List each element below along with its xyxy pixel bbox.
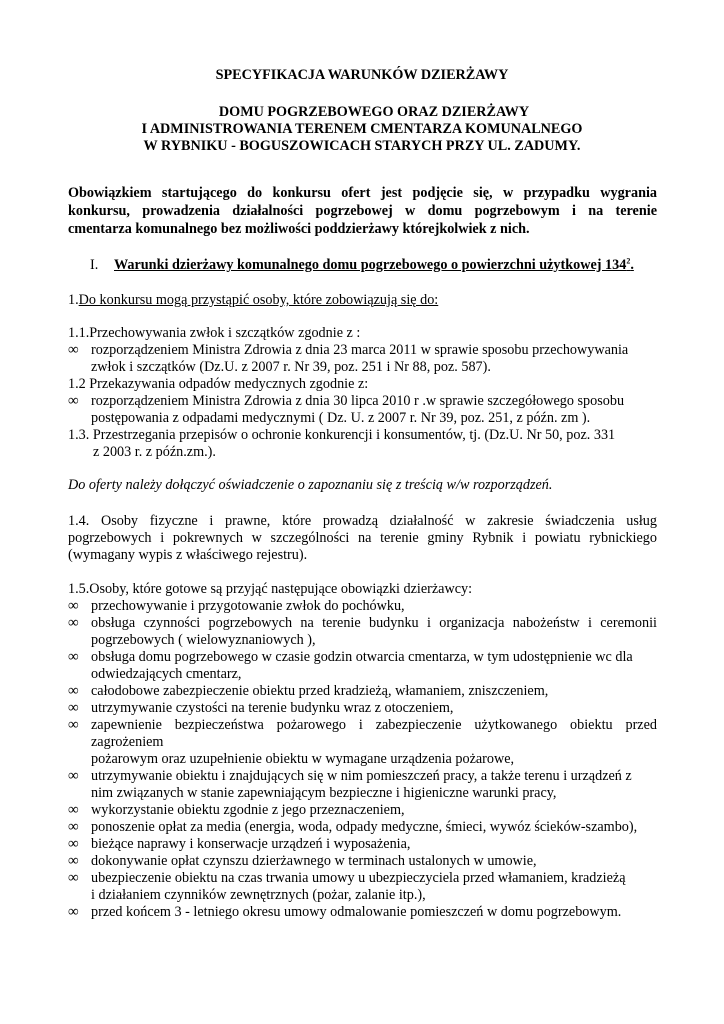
intro-line: Obowiązkiem startującego do konkursu ofert jest podjęcie się, w przypadku wygrania (68, 185, 657, 201)
document-title: SPECYFIKACJA WARUNKÓW DZIERŻAWY (215, 67, 509, 83)
point-1-4-line: 1.4. Osoby fizyczne i prawne, które prowadzą działalność w zakresie świadczenia usług (68, 513, 657, 529)
point-1-2-item-line: postępowania z odpadami medycznymi ( Dz. U. z 2007 r. Nr 39, poz. 251, z późn. zm ). (91, 410, 591, 426)
point-1-4-line: (wymagany wypis z właściwego rejestru). (68, 547, 308, 563)
duty-item: dokonywanie opłat czynszu dzierżawnego w terminach ustalonych w umowie, (91, 853, 537, 869)
point-1-2-heading: 1.2 Przekazywania odpadów medycznych zgodnie z: (68, 376, 369, 392)
intro-line: cmentarza komunalnego bez możliwości poddzierżawy którejkolwiek z nich. (68, 221, 530, 237)
infinity-bullet-icon: ∞ (68, 393, 79, 409)
duty-item: zapewnienie bezpieczeństwa pożarowego i zabezpieczenie użytkowanego obiektu przed (91, 717, 657, 733)
duty-item: utrzymywanie obiektu i znajdujących się w nim pomieszczeń pracy, a także terenu i urządzeń z (91, 768, 632, 784)
infinity-bullet-icon: ∞ (68, 649, 79, 665)
duty-item: ubezpieczenie obiektu na czas trwania umowy u ubezpieczyciela przed włamaniem, kradzieżą (91, 870, 626, 886)
duty-item: obsługa domu pogrzebowego w czasie godzin otwarcia cmentarza, w tym udostępnienie wc dla (91, 649, 633, 665)
duty-item: utrzymywanie czystości na terenie budynku wraz z otoczeniem, (91, 700, 454, 716)
point-1-1-item-line: zwłok i szczątków (Dz.U. z 2007 r. Nr 39, poz. 251 i Nr 88, poz. 587). (91, 359, 491, 375)
infinity-bullet-icon: ∞ (68, 768, 79, 784)
document-subtitle-line2: I ADMINISTROWANIA TERENEM CMENTARZA KOMUNALNEGO (141, 121, 583, 137)
point-1-5-heading: 1.5.Osoby, które gotowe są przyjąć następujące obowiązki dzierżawcy: (68, 581, 473, 597)
point-1-4-line: pogrzebowych i pokrewnych w szczególności na terenie gminy Rybnik i powiatu rybnickiego (68, 530, 657, 546)
infinity-bullet-icon: ∞ (68, 342, 79, 358)
document-subtitle-line3: W RYBNIKU - BOGUSZOWICACH STARYCH PRZY UL. ZADUMY. (143, 138, 581, 154)
duty-item: ponoszenie opłat za media (energia, woda, odpady medyczne, śmieci, wywóz ścieków-szambo), (91, 819, 638, 835)
infinity-bullet-icon: ∞ (68, 836, 79, 852)
section-heading-superscript: 2 (626, 256, 631, 266)
infinity-bullet-icon: ∞ (68, 717, 79, 733)
attachment-note: Do oferty należy dołączyć oświadczenie o zapoznaniu się z treścią w/w rozporządzeń. (68, 477, 553, 493)
intro-line: konkursu, prowadzenia działalności pogrzebowej w domu pogrzebowym i na terenie (68, 203, 657, 219)
infinity-bullet-icon: ∞ (68, 598, 79, 614)
section-heading: Warunki dzierżawy komunalnego domu pogrzebowego o powierzchni użytkowej $134^2$. (114, 256, 634, 273)
infinity-bullet-icon: ∞ (68, 853, 79, 869)
point-1-1-item-line: rozporządzeniem Ministra Zdrowia z dnia 23 marca 2011 w sprawie sposobu przechowywania (91, 342, 629, 358)
duty-item-continuation: zagrożeniem (91, 734, 164, 750)
point-1-2-item-line: rozporządzeniem Ministra Zdrowia z dnia 30 lipca 2010 r .w sprawie szczegółowego sposobu (91, 393, 625, 409)
document-subtitle-line1: DOMU POGRZEBOWEGO ORAZ DZIERŻAWY (218, 104, 530, 120)
point-1-3-line: 1.3. Przestrzegania przepisów o ochronie konkurencji i konsumentów, tj. (Dz.U. Nr 50, poz. 331 (68, 427, 616, 443)
duty-item-continuation: odwiedzających cmentarz, (91, 666, 242, 682)
point-1-3-line: z 2003 r. z późn.zm.). (93, 444, 216, 460)
duty-item: przechowywanie i przygotowanie zwłok do pochówku, (91, 598, 405, 614)
duty-item: całodobowe zabezpieczenie obiektu przed kradzieżą, włamaniem, zniszczeniem, (91, 683, 549, 699)
section-number: I. (90, 257, 99, 273)
infinity-bullet-icon: ∞ (68, 700, 79, 716)
duty-item: bieżące naprawy i konserwacje urządzeń i wyposażenia, (91, 836, 411, 852)
duty-item-continuation: nim związanych w stanie zapewniającym bezpieczne i higieniczne warunki pracy, (91, 785, 557, 801)
infinity-bullet-icon: ∞ (68, 904, 79, 920)
duty-item: przed końcem 3 - letniego okresu umowy odmalowanie pomieszczeń w domu pogrzebowym. (91, 904, 622, 920)
infinity-bullet-icon: ∞ (68, 615, 79, 631)
infinity-bullet-icon: ∞ (68, 870, 79, 886)
duty-item: obsługa czynności pogrzebowych na terenie budynku i organizacja nabożeństw i ceremonii (91, 615, 657, 631)
duty-item: wykorzystanie obiektu zgodnie z jego przeznaczeniem, (91, 802, 405, 818)
infinity-bullet-icon: ∞ (68, 819, 79, 835)
infinity-bullet-icon: ∞ (68, 802, 79, 818)
duty-item-continuation: pogrzebowych ( wielowyznaniowych ), (91, 632, 316, 648)
duty-item-continuation: pożarowym oraz uzupełnienie obiektu w wymagane urządzenia pożarowe, (91, 751, 515, 767)
point-1-1-heading: 1.1.Przechowywania zwłok i szczątków zgodnie z : (68, 325, 361, 341)
point-1: 1.Do konkursu mogą przystąpić osoby, które zobowiązują się do: (68, 292, 439, 308)
duty-item-continuation: i działaniem czynników zewnętrznych (pożar, zalanie itp.), (91, 887, 426, 903)
infinity-bullet-icon: ∞ (68, 683, 79, 699)
